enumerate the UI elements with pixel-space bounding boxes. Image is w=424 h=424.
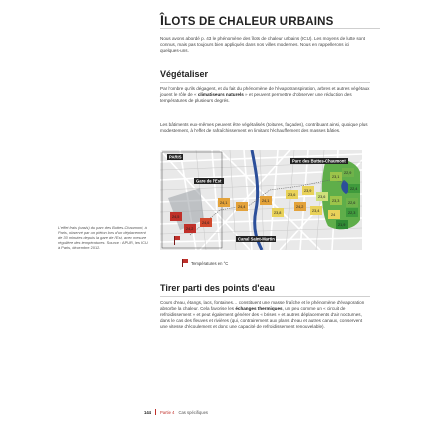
section-rule: [160, 82, 370, 83]
temp-label-18: 22,3: [348, 211, 356, 215]
temp-label-14: 23,1: [332, 175, 340, 179]
eau-p-emphasis: échanges thermiques: [235, 306, 283, 311]
page-number: 144: [144, 409, 151, 415]
map-label-parc: Parc des Buttes-Chaumont: [292, 158, 346, 164]
temp-label-17: 22,6: [348, 201, 356, 205]
temp-label-11: 23,4: [312, 209, 320, 213]
footer-subtitle: Cas spécifiques: [178, 409, 208, 415]
vegetaliser-p1-start: Par l'ombre qu'ils dégagent, et du fait du phénomène de l'évapotranspiration, arbres et autres végétaux jouent le rôle de «: [160, 86, 370, 97]
page-footer: [144, 409, 208, 415]
temp-label-5: 24,4: [238, 205, 246, 209]
caption-source: Source : APUR, les ICU à Paris, décembre 2012.: [58, 240, 148, 250]
eau-paragraph: [160, 300, 370, 330]
title-initial: Î: [160, 12, 165, 28]
vegetaliser-paragraph-1: [160, 86, 370, 104]
legend-label: Températures en °C: [191, 260, 229, 266]
temp-label-6: 24,1: [262, 199, 270, 203]
vegetaliser-p1-emphasis: climatiseurs naturels: [197, 92, 244, 97]
page-title: [160, 12, 390, 28]
temp-label-1: 24,5: [172, 215, 180, 219]
intro-paragraph: Nous avons abordé p. 43 le phénomène des îlots de chaleur urbains (ICU). Les moyens de lutte sont connus, mais pas toujours bien appliqués dans nos villes modernes. Nous en rappellerons ici quelques-uns.: [160, 36, 366, 53]
map-legend: [182, 258, 228, 268]
temp-label-10: 23,9: [304, 189, 312, 193]
map-label-canal: Canal Saint-Martin: [238, 236, 275, 242]
caption-text: L'effet frais (oasis) du parc des Buttes-Chaumont, à Paris, observé par un piéton lors d'un déplacement de 30 minutes depuis la gare de l'Est, avec mesure régulière des températures.: [58, 225, 147, 245]
temp-label-2: 24,2: [186, 227, 194, 231]
temp-label-16: 22,9: [344, 171, 352, 175]
map-label-paris: PARIS: [169, 154, 182, 160]
footer-part: Partie 4: [160, 409, 175, 415]
temp-label-8: 23,6: [288, 193, 296, 197]
eau-p-start: Cours d'eau, étangs, lacs, fontaines… constituent une masse fraîche et le phénomène d'évaporation absorbe la chaleur. Cela favorise les: [160, 300, 365, 311]
vegetaliser-paragraph-2: Les bâtiments eux-mêmes peuvent être végétalisés (toitures, façades), contribuant ainsi, quoique plus modestement, à l'effet de rafraîchissement en limitant l'échauffement des masses bâties.: [160, 122, 368, 133]
section-title-vegetaliser: Végétaliser: [160, 69, 209, 79]
temp-label-12: 23,6: [318, 195, 326, 199]
figure-caption: [58, 225, 150, 250]
title-text: LOTS DE CHALEUR URBAINS: [164, 16, 334, 28]
temp-label-20: 21,9: [338, 223, 346, 227]
eau-p-end: , un peu comme un « circuit de refroidissement » et peut également générer des « brises » et autres déplacements d'air nocturnes, dans le cas des fleuves et rivières (qui, contrairement aux plans d'eau et autres canaux, conservent une vitesse d'écoulement et donc une capacité de refroidissement renouvelable).: [160, 306, 363, 329]
flag-icon: [182, 259, 188, 267]
temp-label-4: 24,1: [220, 201, 228, 205]
map-label-gare: Gare de l'Est: [196, 178, 222, 184]
map-svg: [160, 150, 362, 250]
temp-label-9: 24,2: [296, 205, 304, 209]
temp-label-7: 23,8: [274, 211, 282, 215]
section-rule-eau: [160, 296, 370, 297]
footer-separator: [155, 409, 156, 415]
vegetaliser-p1-end: » et peuvent permettre d'observer une réduction des températures de plusieurs degrés.: [160, 92, 352, 103]
temp-label-13: 24: [331, 213, 336, 217]
temp-label-3: 24,6: [202, 221, 210, 225]
heat-map: [160, 150, 362, 250]
section-title-eau: Tirer parti des points d'eau: [160, 283, 276, 293]
title-rule: [160, 28, 380, 29]
temp-label-15: 23,3: [332, 199, 340, 203]
temp-label-19: 22,4: [350, 187, 358, 191]
